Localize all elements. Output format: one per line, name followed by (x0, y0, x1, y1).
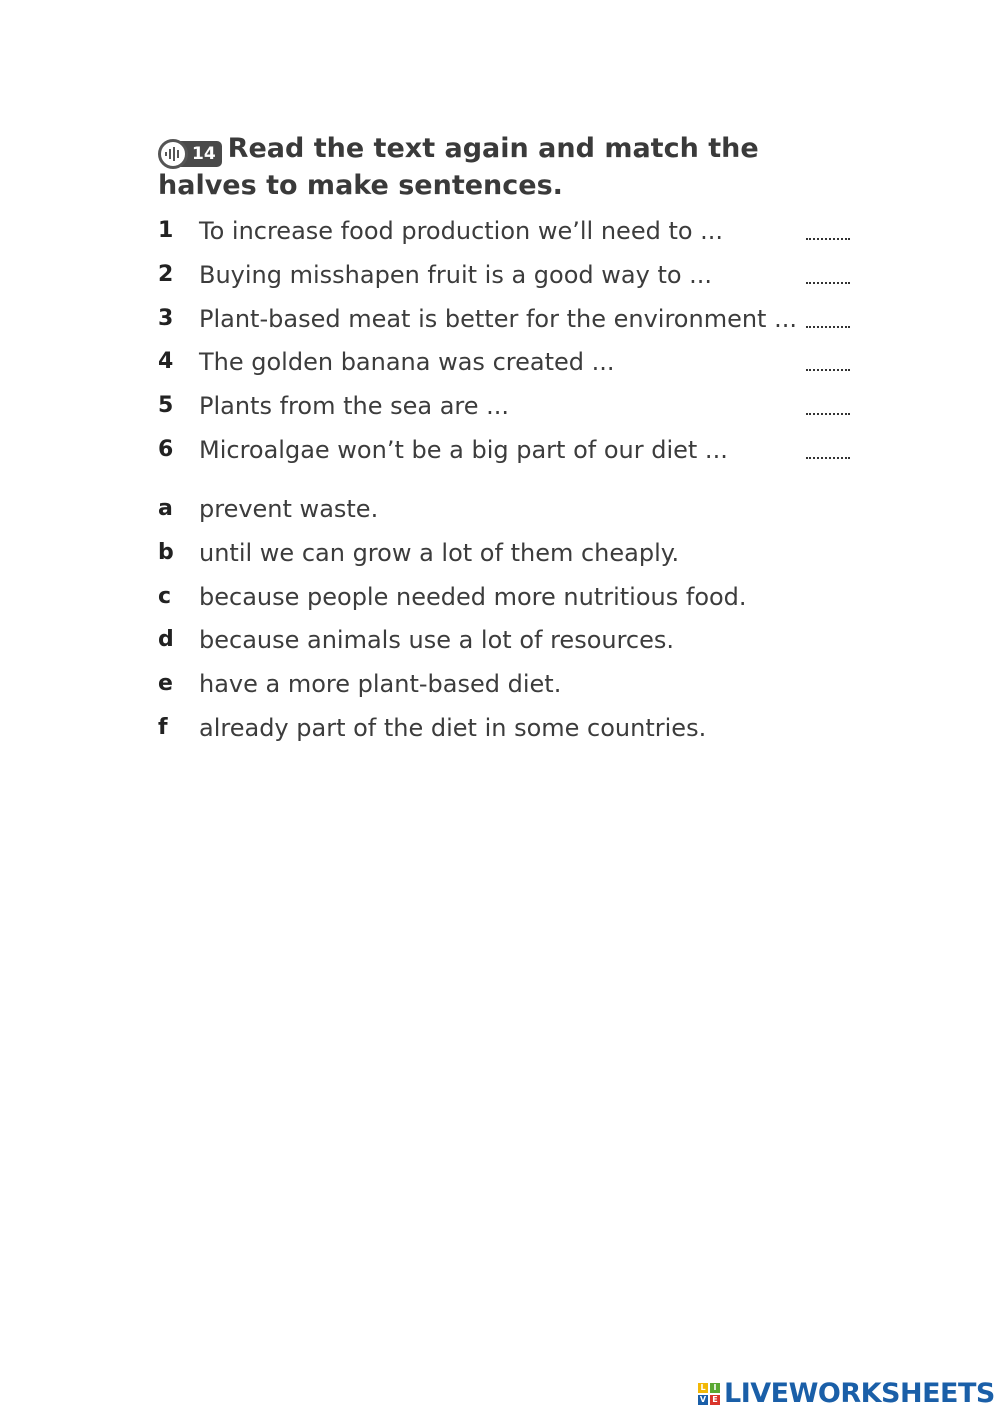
sentence-row (158, 302, 858, 346)
ending-text: have a more plant-based diet. (199, 670, 562, 699)
sentence-row (158, 433, 858, 477)
ending-text: already part of the diet in some countries. (199, 713, 707, 742)
liveworksheets-logo[interactable] (698, 1378, 995, 1409)
sentence-text: To increase food production we’ll need to ... (199, 217, 724, 245)
ending-letter: e (158, 671, 173, 697)
sentence-number: 6 (158, 436, 174, 462)
ending-row (158, 667, 858, 711)
answer-blank[interactable] (806, 437, 850, 459)
ending-text: because people needed more nutritious food. (199, 582, 747, 611)
sentence-row (158, 214, 858, 258)
ending-row (158, 492, 858, 536)
sentence-text: The golden banana was created ... (199, 348, 615, 377)
logo-mark-icon (698, 1383, 720, 1405)
ending-letter: b (158, 539, 174, 565)
sentence-text: Microalgae won’t be a big part of our diet ... (199, 435, 728, 464)
answer-blank[interactable] (806, 306, 850, 328)
ending-row (158, 536, 858, 580)
exercise-instruction: Read the text again and match the halves to make sentences. (158, 133, 759, 201)
answer-blank[interactable] (806, 218, 850, 240)
sentence-number: 4 (158, 349, 174, 375)
sentence-text: Plants from the sea are ... (199, 392, 510, 421)
sentence-row (158, 345, 858, 389)
ending-letter: c (158, 583, 172, 609)
sentence-number: 3 (158, 305, 174, 331)
ending-text: prevent waste. (199, 495, 379, 523)
answer-blank[interactable] (806, 393, 850, 415)
exercise-heading (158, 132, 858, 203)
sentence-number: 1 (158, 218, 174, 243)
sentence-endings-list (158, 492, 858, 755)
ending-row (158, 711, 858, 755)
sentence-text: Plant-based meat is better for the environment ... (199, 304, 797, 333)
sentence-row (158, 258, 858, 302)
track-number: 14 (176, 141, 222, 167)
logo-mark-letter: L (698, 1383, 708, 1393)
logo-mark-letter: I (710, 1383, 720, 1393)
ending-row (158, 580, 858, 624)
sentence-text: Buying misshapen fruit is a good way to ... (199, 260, 713, 289)
answer-blank[interactable] (806, 349, 850, 371)
logo-mark-letter: E (710, 1395, 720, 1405)
ending-text: because animals use a lot of resources. (199, 626, 675, 655)
sentence-number: 5 (158, 393, 174, 419)
sentence-number: 2 (158, 261, 174, 287)
ending-letter: d (158, 627, 174, 653)
ending-text: until we can grow a lot of them cheaply. (199, 538, 680, 567)
logo-mark-letter: V (699, 1394, 707, 1404)
ending-row (158, 623, 858, 667)
audio-track-badge[interactable] (158, 139, 222, 169)
ending-letter: a (158, 496, 173, 521)
sentence-beginnings-list (158, 214, 858, 477)
answer-blank[interactable] (806, 262, 850, 284)
logo-text: LIVEWORKSHEETS (724, 1378, 995, 1409)
ending-letter: f (158, 714, 168, 740)
sentence-row (158, 389, 858, 433)
audio-icon (158, 139, 188, 169)
